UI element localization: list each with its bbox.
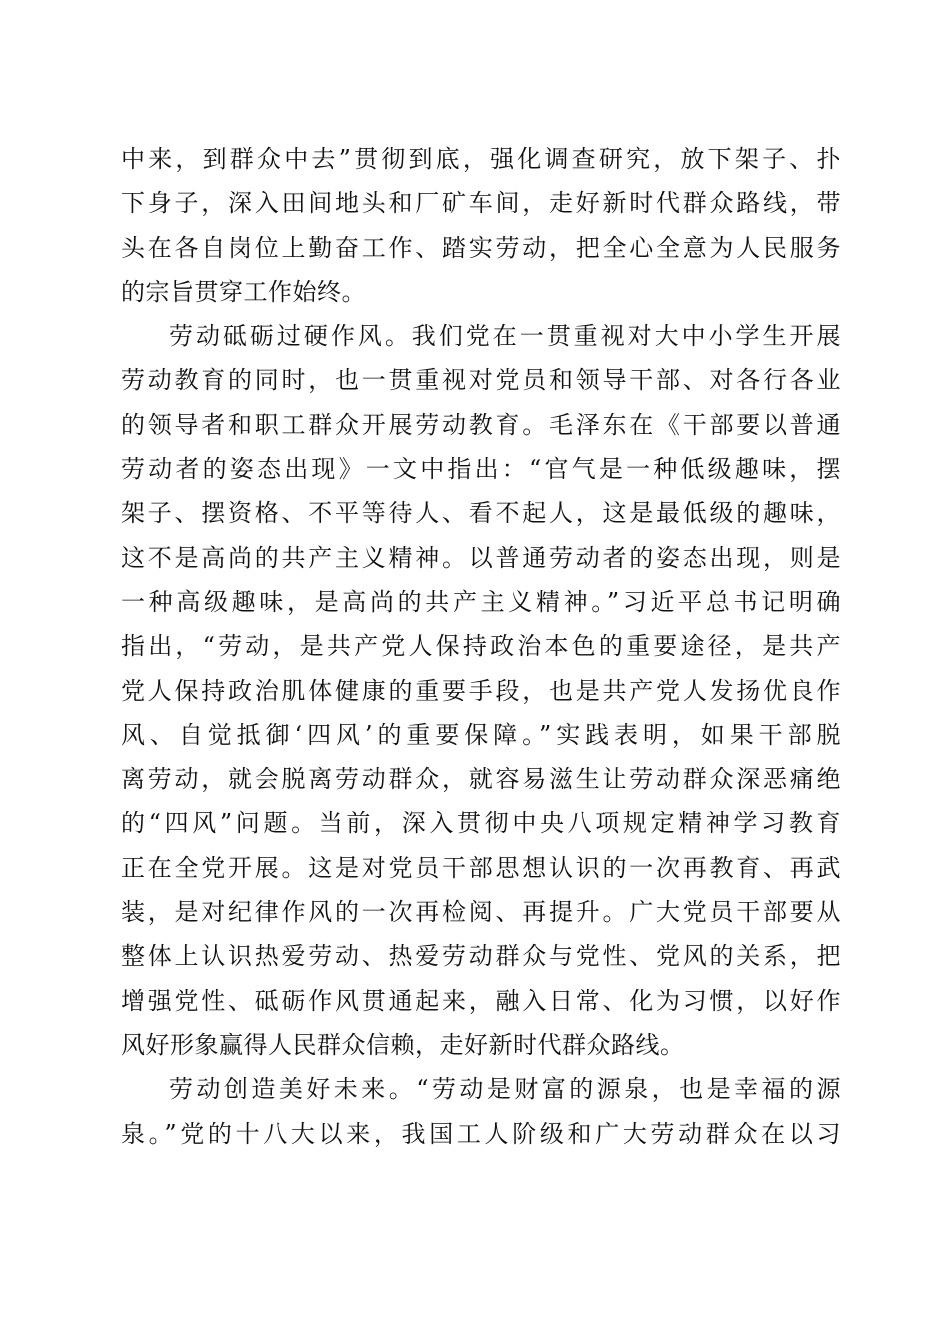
text-line: 劳动者的姿态出现》一文中指出：“官气是一种低级趣味，摆	[121, 455, 841, 484]
text-line: 增强党性、砥砺作风贯通起来，融入日常、化为习惯，以好作	[121, 986, 841, 1015]
text-line: 的“四风”问题。当前，深入贯彻中央八项规定精神学习教育	[121, 809, 841, 838]
text-line: 的宗旨贯穿工作始终。	[121, 277, 366, 306]
text-line: 离劳动，就会脱离劳动群众，就容易滋生让劳动群众深恶痛绝	[121, 765, 841, 794]
text-line: 劳动砥砺过硬作风。我们党在一贯重视对大中小学生开展	[169, 322, 841, 351]
text-line: 泉。”党的十八大以来，我国工人阶级和广大劳动群众在以习	[121, 1119, 841, 1148]
text-line: 头在各自岗位上勤奋工作、踏实劳动，把全心全意为人民服务	[121, 233, 841, 262]
text-line: 这不是高尚的共产主义精神。以普通劳动者的姿态出现，则是	[121, 543, 841, 572]
text-line: 风好形象赢得人民群众信赖，走好新时代群众路线。	[121, 1030, 685, 1059]
body-text	[121, 137, 841, 1156]
text-line: 整体上认识热爱劳动、热爱劳动群众与党性、党风的关系，把	[121, 942, 841, 971]
text-line: 一种高级趣味，是高尚的共产主义精神。”习近平总书记明确	[121, 587, 841, 616]
text-line: 指出，“劳动，是共产党人保持政治本色的重要途径，是共产	[121, 632, 841, 661]
text-line: 中来，到群众中去”贯彻到底，强化调查研究，放下架子、扑	[121, 145, 841, 173]
text-line: 劳动创造美好未来。“劳动是财富的源泉，也是幸福的源	[169, 1075, 841, 1104]
text-line: 的领导者和职工群众开展劳动教育。毛泽东在《干部要以普通	[121, 410, 841, 439]
text-line: 劳动教育的同时，也一贯重视对党员和领导干部、对各行各业	[121, 366, 841, 395]
text-line: 正在全党开展。这是对党员干部思想认识的一次再教育、再武	[121, 853, 841, 882]
text-line: 党人保持政治肌体健康的重要手段，也是共产党人发扬优良作	[121, 676, 841, 705]
text-line: 装，是对纪律作风的一次再检阅、再提升。广大党员干部要从	[121, 898, 841, 927]
text-line: 风、自觉抵御‘四风’的重要保障。”实践表明，如果干部脱	[121, 720, 841, 749]
text-line: 下身子，深入田间地头和厂矿车间，走好新时代群众路线，带	[121, 189, 841, 218]
text-line: 架子、摆资格、不平等待人、看不起人，这是最低级的趣味，	[121, 499, 841, 528]
